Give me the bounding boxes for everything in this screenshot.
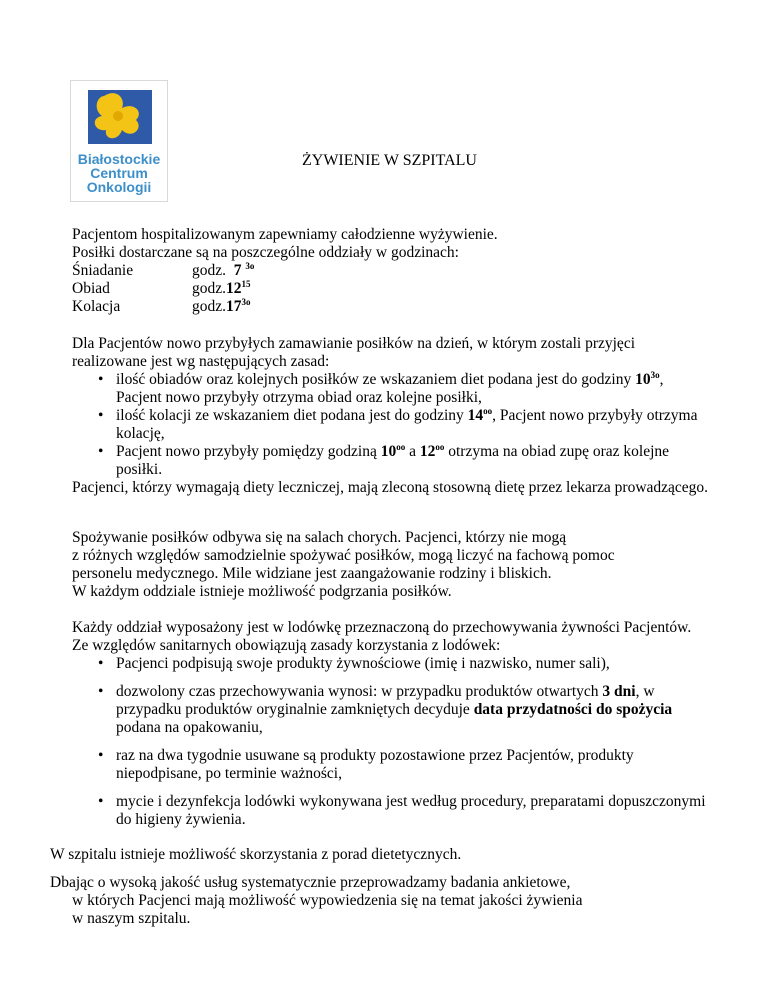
meal-time: $godz.12^{15}$: [192, 279, 251, 297]
quality-line-3: w naszym szpitalu.: [72, 910, 191, 927]
list-item: • ilość obiadów oraz kolejnych posiłków ze wskazaniem diet podana jest do godziny $10^{3o}$, Pacjent nowo przybyły otrzyma obiad oraz kolejne posiłki,: [72, 371, 712, 407]
eating-line-4: W każdym oddziale istnieje możliwość podgrzania posiłków.: [72, 583, 452, 600]
eating-line-3: personelu medycznego. Mile widziane jest zaangażowanie rodziny i bliskich.: [72, 565, 552, 582]
meal-name: Kolacja: [72, 298, 121, 315]
meal-time: godz. 7 $^{3o}$: [192, 261, 255, 279]
quality-line-2: w których Pacjenci mają możliwość wypowiedzenia się na temat jakości żywienia: [72, 892, 583, 909]
list-item: • raz na dwa tygodnie usuwane są produkty pozostawione przez Pacjentów, produkty niepodpisane, po terminie ważności,: [72, 747, 712, 783]
list-item: • mycie i dezynfekcja lodówki wykonywana jest według procedury, preparatami dopuszczonymi do higieny żywienia.: [72, 793, 712, 829]
eating-section: [72, 529, 712, 601]
new-patients-outro: Pacjenci, którzy wymagają diety leczniczej, mają zleconą stosowną dietę przez lekarza prowadzącego.: [72, 479, 709, 496]
meal-time: $godz.17^{3o}$: [192, 297, 251, 315]
dietetics-note: W szpitalu istnieje możliwość skorzystania z porad dietetycznych.: [50, 846, 462, 863]
list-item: • Pacjenci podpisują swoje produkty żywnościowe (imię i nazwisko, numer sali),: [72, 655, 712, 673]
intro-line-1: Pacjentom hospitalizowanym zapewniamy całodzienne wyżywienie.: [72, 226, 498, 243]
page-title: ŻYWIENIE W SZPITALU: [302, 152, 477, 169]
intro-line-2: Posiłki dostarczane są na poszczególne oddziały w godzinach:: [72, 244, 459, 261]
flower-icon: [82, 86, 158, 148]
meal-name: Śniadanie: [72, 262, 134, 279]
fridge-rules-list: [72, 655, 712, 829]
meal-row-supper: [72, 298, 712, 316]
meal-row-lunch: [72, 280, 712, 298]
fridge-section: [72, 619, 712, 829]
logo-line-1: Białostockie: [77, 151, 161, 167]
logo-line-3: Onkologii: [86, 179, 152, 195]
logo-line-2: Centrum: [90, 165, 148, 181]
list-item: • Pacjent nowo przybyły pomiędzy godziną $10^{oo}$ a $12^{oo}$ otrzyma na obiad zupę oraz kolejne posiłki.: [72, 443, 712, 479]
new-patients-list: [72, 371, 712, 479]
list-item: • dozwolony czas przechowywania wynosi: w przypadku produktów otwartych 3 dni, w przypadku produktów oryginalnie zamkniętych decyduje data przydatności do spożycia podana na opakowaniu,: [72, 683, 712, 737]
hospital-logo: [70, 80, 168, 202]
list-item: • ilość kolacji ze wskazaniem diet podana jest do godziny $14^{oo}$, Pacjent nowo przybyły otrzyma kolację,: [72, 407, 712, 443]
meal-name: Obiad: [72, 280, 110, 297]
eating-line-1: Spożywanie posiłków odbywa się na salach chorych. Pacjenci, którzy nie mogą: [72, 529, 567, 546]
meal-row-breakfast: [72, 262, 712, 280]
fridge-line-1: Każdy oddział wyposażony jest w lodówkę przeznaczoną do przechowywania żywności Pacjentów.: [72, 619, 692, 636]
eating-line-2: z różnych względów samodzielnie spożywać posiłków, mogą liczyć na fachową pomoc: [72, 547, 615, 564]
quality-section: [50, 874, 730, 928]
quality-line-1: Dbając o wysoką jakość usług systematycznie przeprowadzamy badania ankietowe,: [50, 874, 571, 891]
new-patients-intro: Dla Pacjentów nowo przybyłych zamawianie posiłków na dzień, w którym zostali przyjęci realizowane jest wg następujących zasad:: [72, 335, 636, 370]
fridge-line-2: Ze względów sanitarnych obowiązują zasady korzystania z lodówek:: [72, 637, 501, 654]
intro-section: [72, 226, 712, 316]
new-patients-section: [72, 335, 712, 497]
